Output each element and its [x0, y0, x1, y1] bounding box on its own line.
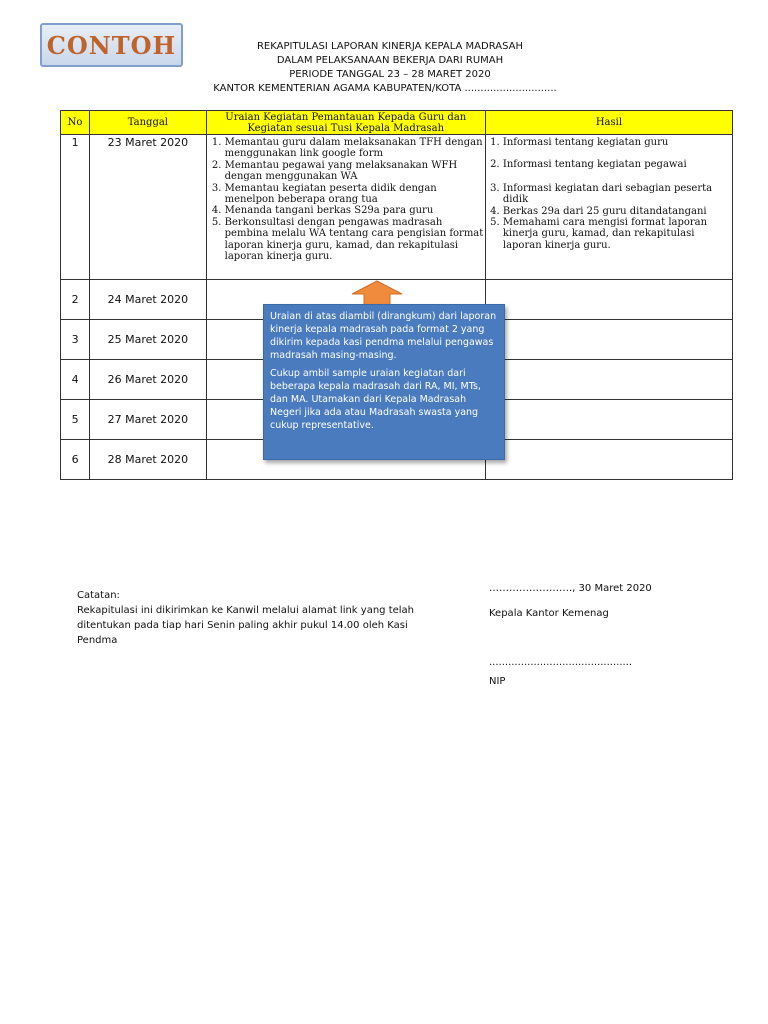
row-date: 25 Maret 2020: [90, 320, 207, 360]
row-date: 27 Maret 2020: [90, 400, 207, 440]
row-results: [485, 135, 732, 280]
table-header-row: [61, 111, 733, 135]
contoh-badge: CONTOH: [40, 23, 183, 67]
row-no: 1: [61, 135, 90, 280]
document-header: [210, 40, 570, 96]
row-results: [485, 280, 732, 320]
header-result: Hasil: [485, 111, 732, 135]
result-item: 1. Informasi tentang kegiatan guru: [503, 137, 731, 148]
up-arrow-icon: [350, 280, 404, 306]
row-no: 6: [61, 440, 90, 480]
result-item: 5. Memahami cara mengisi format laporan kinerja guru, kamad, dan rekapitulasi laporan kinerja guru.: [503, 217, 731, 251]
activity-item: 5. Berkonsultasi dengan pengawas madrasah pembina melalu WA tentang cara pengisian format laporan kinerja guru, kamad, dan rekapitulasi laporan kinerja guru.: [225, 217, 484, 263]
row-no: 4: [61, 360, 90, 400]
callout-note: [263, 304, 505, 460]
notes-section: [77, 588, 417, 648]
result-item: 2. Informasi tentang kegiatan pegawai: [503, 159, 731, 170]
signature-block: [489, 582, 652, 689]
notes-body: Rekapitulasi ini dikirimkan ke Kanwil melalui alamat link yang telah ditentukan pada tiap hari Senin paling akhir pukul 14.00 oleh Kasi Pendma: [77, 605, 415, 646]
row-date: 28 Maret 2020: [90, 440, 207, 480]
row-date: 26 Maret 2020: [90, 360, 207, 400]
result-item: 4. Berkas 29a dari 25 guru ditandatangani: [503, 206, 731, 217]
header-title: REKAPITULASI LAPORAN KINERJA KEPALA MADRASAH: [256, 41, 524, 52]
header-activity: Uraian Kegiatan Pemantauan Kepada Guru dan Kegiatan sesuai Tusi Kepala Madrasah: [206, 111, 485, 135]
row-results: [485, 440, 732, 480]
table-row: [61, 135, 733, 280]
result-item: 3. Informasi kegiatan dari sebagian peserta didik: [503, 183, 731, 206]
signature-nip: NIP: [489, 676, 506, 687]
row-results: [485, 360, 732, 400]
callout-paragraph: Uraian di atas diambil (dirangkum) dari laporan kinerja kepala madrasah pada format 2 yang dikirim kepada kasi pendma melalui pengawas madrasah masing-masing.: [270, 311, 497, 361]
header-office: KANTOR KEMENTERIAN AGAMA KABUPATEN/KOTA .............................: [213, 83, 557, 94]
row-activities: [206, 135, 485, 280]
row-date: 24 Maret 2020: [90, 280, 207, 320]
header-period: PERIODE TANGGAL 23 – 28 MARET 2020: [289, 69, 491, 80]
signature-name-line: .............................................: [489, 657, 633, 668]
signature-date: ……………………., 30 Maret 2020: [489, 583, 652, 594]
row-results: [485, 400, 732, 440]
header-date: Tanggal: [90, 111, 207, 135]
callout-paragraph: Cukup ambil sample uraian kegiatan dari beberapa kepala madrasah dari RA, MI, MTs, dan MA. Utamakan dari Kepala Madrasah Negeri jika ada atau Madrasah swasta yang cukup representative.: [270, 368, 481, 431]
activity-item: 1. Memantau guru dalam melaksanakan TFH dengan menggunakan link google form: [225, 137, 484, 160]
header-subtitle: DALAM PELAKSANAAN BEKERJA DARI RUMAH: [276, 55, 504, 66]
notes-title: Catatan:: [77, 590, 120, 601]
header-no: No: [61, 111, 90, 135]
row-results: [485, 320, 732, 360]
row-no: 3: [61, 320, 90, 360]
row-date: 23 Maret 2020: [90, 135, 207, 280]
activity-item: 3. Memantau kegiatan peserta didik dengan menelpon beberapa orang tua: [225, 183, 484, 206]
signature-role: Kepala Kantor Kemenag: [489, 608, 609, 619]
row-no: 2: [61, 280, 90, 320]
row-no: 5: [61, 400, 90, 440]
activity-item: 2. Memantau pegawai yang melaksanakan WFH dengan menggunakan WA: [225, 160, 484, 183]
activity-item: 4. Menanda tangani berkas S29a para guru: [225, 205, 484, 216]
